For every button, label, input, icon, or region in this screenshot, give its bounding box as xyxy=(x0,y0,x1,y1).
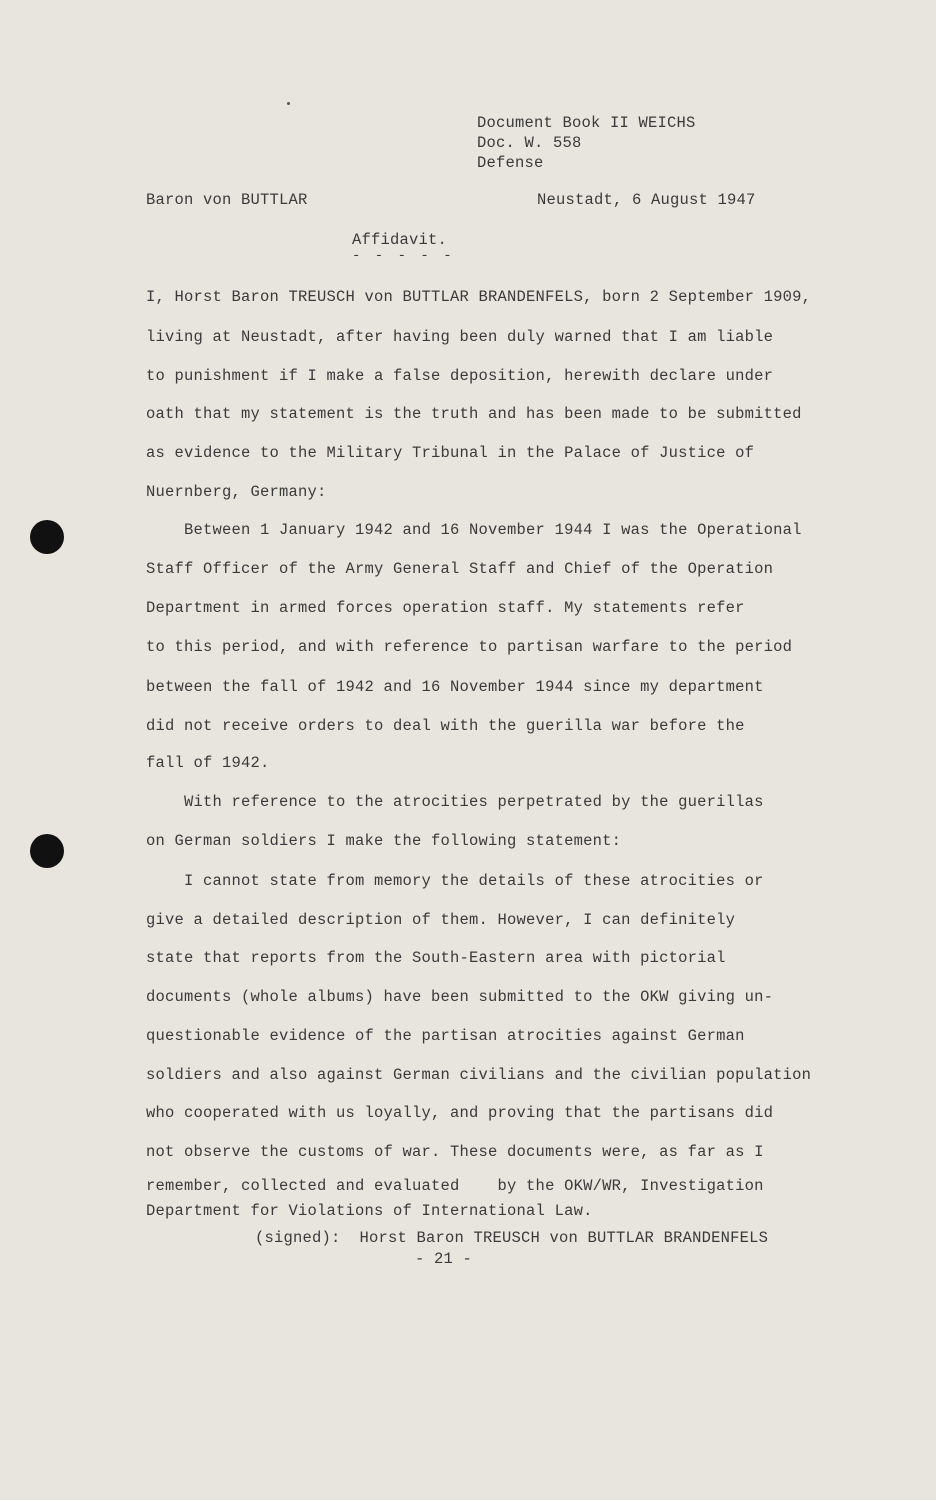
body-line: to this period, and with reference to partisan warfare to the period xyxy=(146,638,793,656)
body-line: questionable evidence of the partisan atrocities against German xyxy=(146,1027,745,1045)
body-line: between the fall of 1942 and 16 November 1944 since my department xyxy=(146,678,764,696)
signature: (signed): Horst Baron TREUSCH von BUTTLAR BRANDENFELS xyxy=(255,1229,769,1247)
body-line: Department for Violations of International Law. xyxy=(146,1202,593,1220)
author: Baron von BUTTLAR xyxy=(146,191,308,209)
body-line: With reference to the atrocities perpetrated by the guerillas xyxy=(146,793,764,811)
body-line: Staff Officer of the Army General Staff and Chief of the Operation xyxy=(146,560,774,578)
page-number: - 21 - xyxy=(415,1250,473,1268)
body-line: did not receive orders to deal with the guerilla war before the xyxy=(146,717,745,735)
body-line: Department in armed forces operation staff. My statements refer xyxy=(146,599,745,617)
body-line: documents (whole albums) have been submitted to the OKW giving un- xyxy=(146,988,774,1006)
place-date: Neustadt, 6 August 1947 xyxy=(537,191,756,209)
body-line: to punishment if I make a false deposition, herewith declare under xyxy=(146,367,774,385)
body-line: I, Horst Baron TREUSCH von BUTTLAR BRANDENFELS, born 2 September 1909, xyxy=(146,288,812,306)
paper-speck xyxy=(287,102,290,105)
body-line: I cannot state from memory the details of these atrocities or xyxy=(146,872,764,890)
body-line: not observe the customs of war. These documents were, as far as I xyxy=(146,1143,764,1161)
body-line: living at Neustadt, after having been duly warned that I am liable xyxy=(146,328,774,346)
body-line: as evidence to the Military Tribunal in the Palace of Justice of xyxy=(146,444,755,462)
header-doc: Doc. W. 558 xyxy=(477,134,582,152)
header-book: Document Book II WEICHS xyxy=(477,114,696,132)
body-line: Between 1 January 1942 and 16 November 1944 I was the Operational xyxy=(146,521,802,539)
body-line: oath that my statement is the truth and has been made to be submitted xyxy=(146,405,802,423)
body-line: on German soldiers I make the following statement: xyxy=(146,832,622,850)
document-title: Affidavit. xyxy=(352,231,448,249)
body-line: Nuernberg, Germany: xyxy=(146,483,327,501)
punch-hole-bottom xyxy=(30,834,64,868)
punch-hole-top xyxy=(30,520,64,554)
body-line: remember, collected and evaluated by the OKW/WR, Investigation xyxy=(146,1177,764,1195)
title-underline: - - - - - xyxy=(352,248,455,264)
body-line: give a detailed description of them. However, I can definitely xyxy=(146,911,736,929)
header-party: Defense xyxy=(477,154,544,172)
body-line: fall of 1942. xyxy=(146,754,270,772)
body-line: soldiers and also against German civilians and the civilian population xyxy=(146,1066,812,1084)
body-line: who cooperated with us loyally, and proving that the partisans did xyxy=(146,1104,774,1122)
body-line: state that reports from the South-Eastern area with pictorial xyxy=(146,949,726,967)
